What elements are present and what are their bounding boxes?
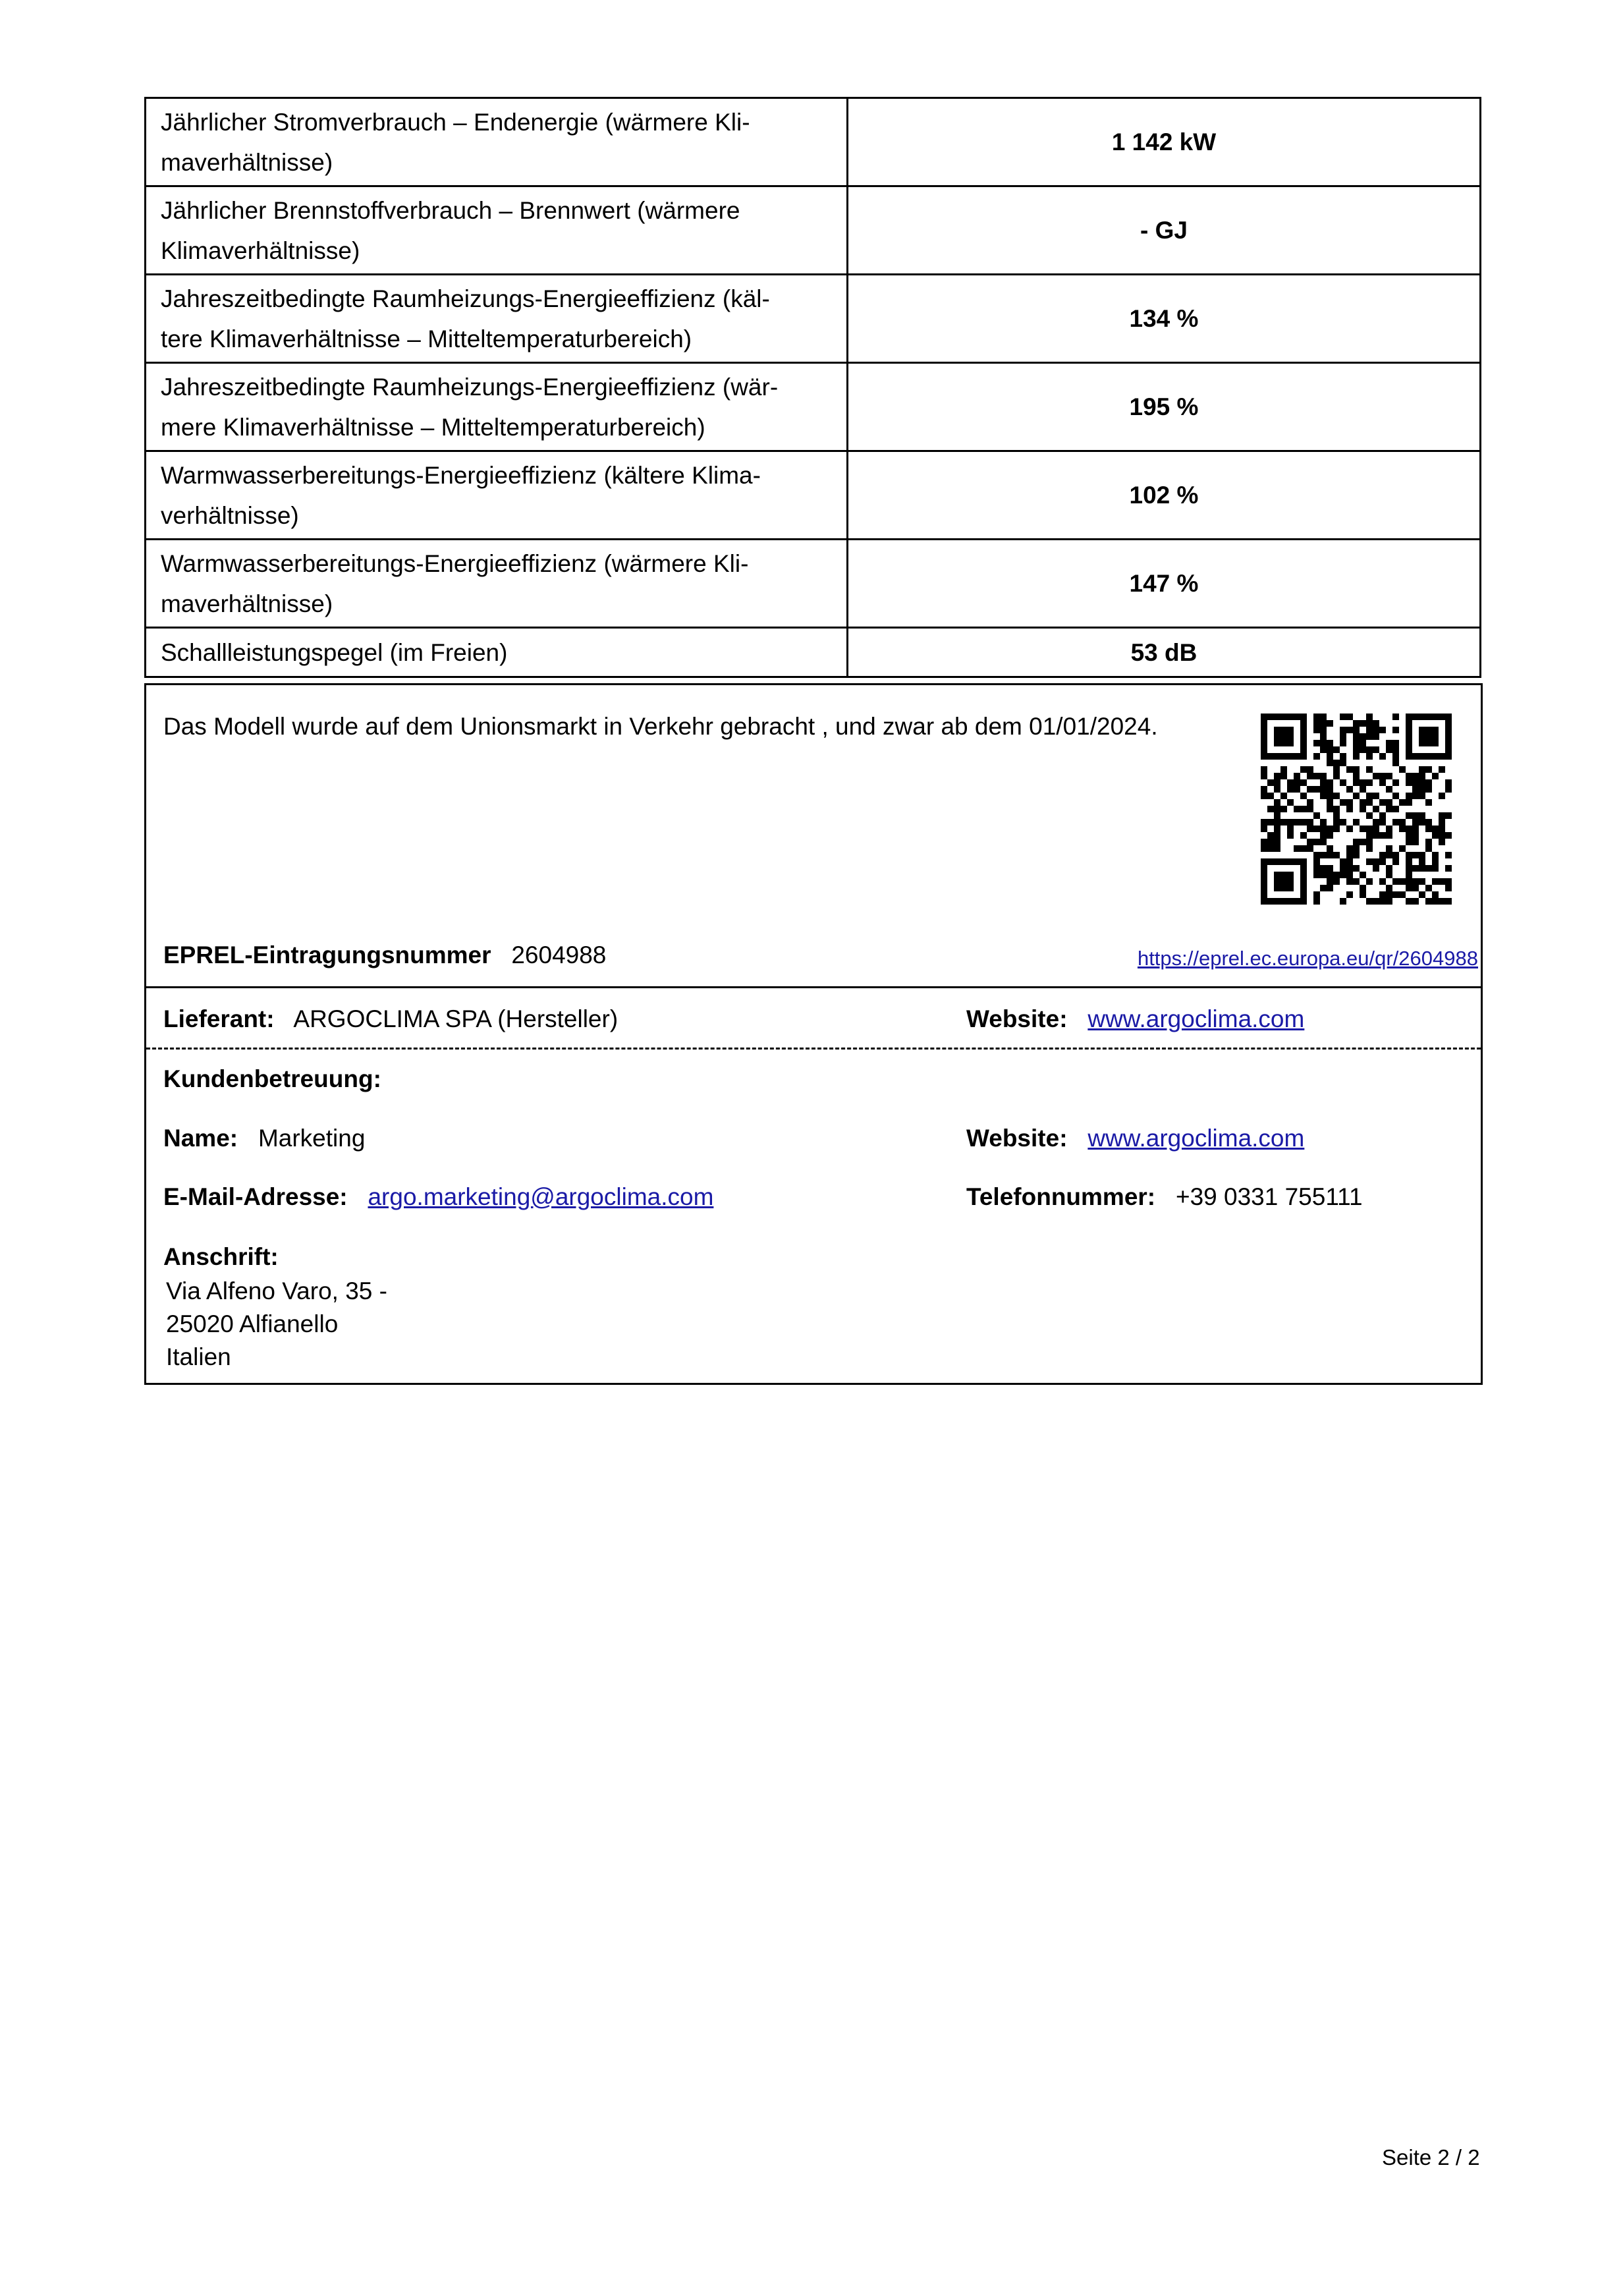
website2-field (966, 1125, 1304, 1152)
address-line: Italien (166, 1343, 231, 1370)
supplier-label: Lieferant: (163, 1005, 275, 1032)
table-row (146, 451, 1481, 540)
table-row (146, 275, 1481, 363)
email-field (163, 1183, 713, 1211)
energy-data-table (144, 97, 1481, 678)
name-field (163, 1125, 365, 1152)
address-line: 25020 Alfianello (166, 1310, 339, 1337)
name-value: Marketing (258, 1125, 366, 1152)
row-value: 195 % (848, 363, 1481, 451)
row-value: 134 % (848, 275, 1481, 363)
row-value: 53 dB (848, 628, 1481, 677)
phone-label: Telefonnummer: (966, 1183, 1156, 1210)
customer-service-heading: Kundenbetreuung: (163, 1065, 381, 1092)
website-label: Website: (966, 1005, 1068, 1032)
address-heading: Anschrift: (163, 1243, 279, 1270)
website-field (966, 1005, 1304, 1033)
eprel-label: EPREL-Eintragungsnummer (163, 941, 491, 968)
table-row (146, 363, 1481, 451)
table-row (146, 540, 1481, 628)
row-label: Jährlicher Stromverbrauch – Endenergie (wärmere Kli- maverhältnisse) (146, 98, 848, 186)
address-line: Via Alfeno Varo, 35 - (166, 1277, 387, 1304)
row-label: Warmwasserbereitungs-Energieeffizienz (kältere Klima- verhältnisse) (146, 451, 848, 540)
phone-field (966, 1183, 1363, 1211)
website2-label: Website: (966, 1125, 1068, 1152)
page-number: Seite 2 / 2 (1382, 2145, 1480, 2170)
table-row (146, 186, 1481, 275)
row-label: Jahreszeitbedingte Raumheizungs-Energieeffizienz (wär- mere Klimaverhältnisse – Mitteltemperaturbereich) (146, 363, 848, 451)
row-value: 1 142 kW (848, 98, 1481, 186)
website2-link[interactable]: www.argoclima.com (1087, 1125, 1305, 1152)
table-row (146, 98, 1481, 186)
dashed-divider (146, 1048, 1481, 1050)
eprel-registration (163, 941, 606, 969)
row-label: Warmwasserbereitungs-Energieeffizienz (wärmere Kli- maverhältnisse) (146, 540, 848, 628)
supplier-value: ARGOCLIMA SPA (Hersteller) (293, 1005, 619, 1032)
row-label: Jahreszeitbedingte Raumheizungs-Energieeffizienz (käl- tere Klimaverhältnisse – Mitteltemperaturbereich) (146, 275, 848, 363)
row-label: Jährlicher Brennstoffverbrauch – Brennwert (wärmere Klimaverhältnisse) (146, 186, 848, 275)
row-value: 102 % (848, 451, 1481, 540)
row-value: 147 % (848, 540, 1481, 628)
supplier-info-box (144, 683, 1483, 1385)
email-link[interactable]: argo.marketing@argoclima.com (368, 1183, 714, 1210)
eprel-number: 2604988 (511, 941, 607, 968)
row-value: - GJ (848, 186, 1481, 275)
row-label: Schallleistungspegel (im Freien) (146, 628, 848, 677)
email-label: E-Mail-Adresse: (163, 1183, 348, 1210)
phone-value: +39 0331 755111 (1175, 1183, 1363, 1210)
supplier-field (163, 1005, 618, 1033)
qr-code-icon[interactable] (1261, 714, 1452, 905)
address-block (166, 1275, 387, 1374)
eprel-link[interactable]: https://eprel.ec.europa.eu/qr/2604988 (1137, 947, 1478, 970)
website-link[interactable]: www.argoclima.com (1087, 1005, 1305, 1032)
name-label: Name: (163, 1125, 238, 1152)
market-date-text: Das Modell wurde auf dem Unionsmarkt in Verkehr gebracht , und zwar ab dem 01/01/2024. (163, 713, 1158, 740)
table-row (146, 628, 1481, 677)
divider (146, 986, 1481, 988)
